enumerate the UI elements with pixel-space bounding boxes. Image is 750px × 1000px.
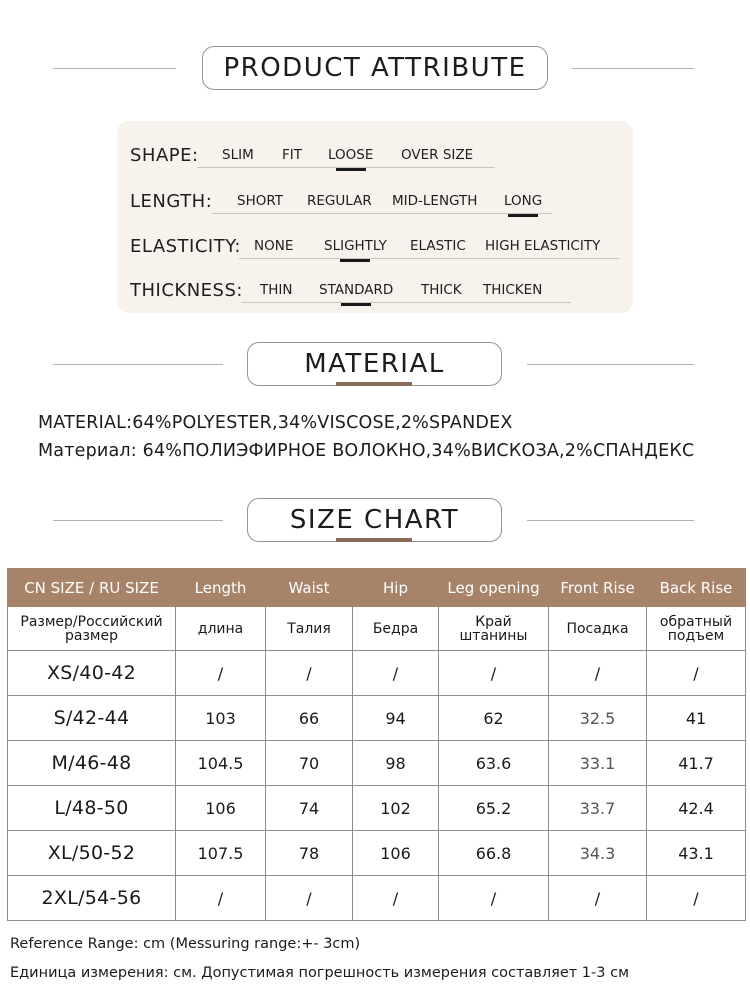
column-header-ru: длина xyxy=(176,607,266,651)
section-title: SIZE CHART xyxy=(247,498,502,542)
column-header-ru: Посадка xyxy=(549,607,647,651)
material-line-ru: Материал: 64%ПОЛИЭФИРНОЕ ВОЛОКНО,34%ВИСКОЗА,2%СПАНДЕКС xyxy=(38,441,695,461)
section-title: MATERIAL xyxy=(247,342,502,386)
table-header-row xyxy=(8,569,746,607)
table-cell: 94 xyxy=(353,696,439,741)
attr-option: THICKEN xyxy=(483,282,543,298)
column-header: Waist xyxy=(266,569,353,607)
size-cell: 2XL/54-56 xyxy=(8,876,176,921)
table-cell: / xyxy=(353,876,439,921)
attr-rule xyxy=(239,258,619,259)
size-chart-table xyxy=(7,568,746,921)
attr-option-selected: STANDARD xyxy=(319,282,394,298)
attr-label: LENGTH: xyxy=(130,191,213,212)
table-row xyxy=(8,876,746,921)
table-cell: 66 xyxy=(266,696,353,741)
attr-option-selected: SLIGHTLY xyxy=(324,238,387,254)
column-header: CN SIZE / RU SIZE xyxy=(8,569,176,607)
table-cell: 43.1 xyxy=(647,831,746,876)
table-cell: 33.1 xyxy=(549,741,647,786)
table-cell: / xyxy=(549,876,647,921)
size-chart-header xyxy=(0,498,750,546)
attr-rule xyxy=(241,302,571,303)
column-header: Back Rise xyxy=(647,569,746,607)
size-cell: L/48-50 xyxy=(8,786,176,831)
attr-option: ELASTIC xyxy=(410,238,466,254)
table-subheader-row xyxy=(8,607,746,651)
header-line-right xyxy=(527,520,694,521)
material-line-en: MATERIAL:64%POLYESTER,34%VISCOSE,2%SPANDEX xyxy=(38,413,513,433)
table-cell: 98 xyxy=(353,741,439,786)
table-cell: 103 xyxy=(176,696,266,741)
attr-option: HIGH ELASTICITY xyxy=(485,238,601,254)
reference-note-en: Reference Range: cm (Messuring range:+- 3cm) xyxy=(10,936,361,952)
table-cell: 62 xyxy=(439,696,549,741)
table-cell: 107.5 xyxy=(176,831,266,876)
table-cell: 32.5 xyxy=(549,696,647,741)
product-attribute-header xyxy=(0,46,750,94)
column-header: Front Rise xyxy=(549,569,647,607)
table-cell: / xyxy=(176,876,266,921)
table-cell: 78 xyxy=(266,831,353,876)
size-cell: XL/50-52 xyxy=(8,831,176,876)
table-cell: 42.4 xyxy=(647,786,746,831)
attr-option: MID-LENGTH xyxy=(392,193,478,209)
table-cell: 106 xyxy=(353,831,439,876)
section-title: PRODUCT ATTRIBUTE xyxy=(202,46,548,90)
header-line-left xyxy=(53,520,223,521)
attribute-panel xyxy=(117,121,633,313)
title-underline xyxy=(336,382,412,386)
table-cell: 106 xyxy=(176,786,266,831)
table-cell: 104.5 xyxy=(176,741,266,786)
table-cell: / xyxy=(176,651,266,696)
table-cell: / xyxy=(549,651,647,696)
table-cell: 33.7 xyxy=(549,786,647,831)
table-cell: 63.6 xyxy=(439,741,549,786)
attr-row-length xyxy=(117,177,633,217)
title-underline xyxy=(336,538,412,542)
attr-row-thickness xyxy=(117,266,633,306)
column-header-ru: Бедра xyxy=(353,607,439,651)
table-cell: / xyxy=(439,651,549,696)
table-cell: 41 xyxy=(647,696,746,741)
attr-option-selected: LONG xyxy=(504,193,543,209)
table-cell: / xyxy=(439,876,549,921)
column-header: Length xyxy=(176,569,266,607)
size-cell: S/42-44 xyxy=(8,696,176,741)
reference-note-ru: Единица измерения: см. Допустимая погрешность измерения составляет 1-3 см xyxy=(10,965,630,981)
column-header-ru: Талия xyxy=(266,607,353,651)
attr-option: THIN xyxy=(260,282,293,298)
column-header-ru: Размер/Российский размер xyxy=(8,607,176,651)
attr-row-elasticity xyxy=(117,222,633,262)
attr-option: NONE xyxy=(254,238,294,254)
table-row xyxy=(8,831,746,876)
column-header-ru: Край штанины xyxy=(439,607,549,651)
column-header-ru: обратный подъем xyxy=(647,607,746,651)
material-header xyxy=(0,342,750,390)
table-cell: 102 xyxy=(353,786,439,831)
column-header: Leg opening xyxy=(439,569,549,607)
table-row xyxy=(8,696,746,741)
header-line-left xyxy=(53,364,223,365)
table-cell: / xyxy=(647,651,746,696)
table-cell: / xyxy=(353,651,439,696)
size-cell: XS/40-42 xyxy=(8,651,176,696)
attr-option: OVER SIZE xyxy=(401,147,474,163)
attr-label: SHAPE: xyxy=(130,145,199,166)
column-header: Hip xyxy=(353,569,439,607)
size-cell: M/46-48 xyxy=(8,741,176,786)
table-cell: 34.3 xyxy=(549,831,647,876)
attr-option-selected: LOOSE xyxy=(328,147,374,163)
attr-label: ELASTICITY: xyxy=(130,236,241,257)
table-row xyxy=(8,651,746,696)
attr-option: REGULAR xyxy=(307,193,372,209)
table-cell: 65.2 xyxy=(439,786,549,831)
attr-option: SHORT xyxy=(237,193,283,209)
attr-row-shape xyxy=(117,131,633,171)
attr-option: THICK xyxy=(421,282,462,298)
header-line-left xyxy=(53,68,176,69)
table-cell: / xyxy=(266,651,353,696)
attr-rule xyxy=(212,213,552,214)
attr-option: FIT xyxy=(282,147,302,163)
table-cell: 41.7 xyxy=(647,741,746,786)
attr-label: THICKNESS: xyxy=(130,280,243,301)
header-line-right xyxy=(527,364,694,365)
table-cell: 66.8 xyxy=(439,831,549,876)
table-cell: 70 xyxy=(266,741,353,786)
table-cell: / xyxy=(647,876,746,921)
table-cell: 74 xyxy=(266,786,353,831)
attr-option: SLIM xyxy=(222,147,254,163)
table-row xyxy=(8,786,746,831)
header-line-right xyxy=(572,68,694,69)
table-row xyxy=(8,741,746,786)
table-cell: / xyxy=(266,876,353,921)
